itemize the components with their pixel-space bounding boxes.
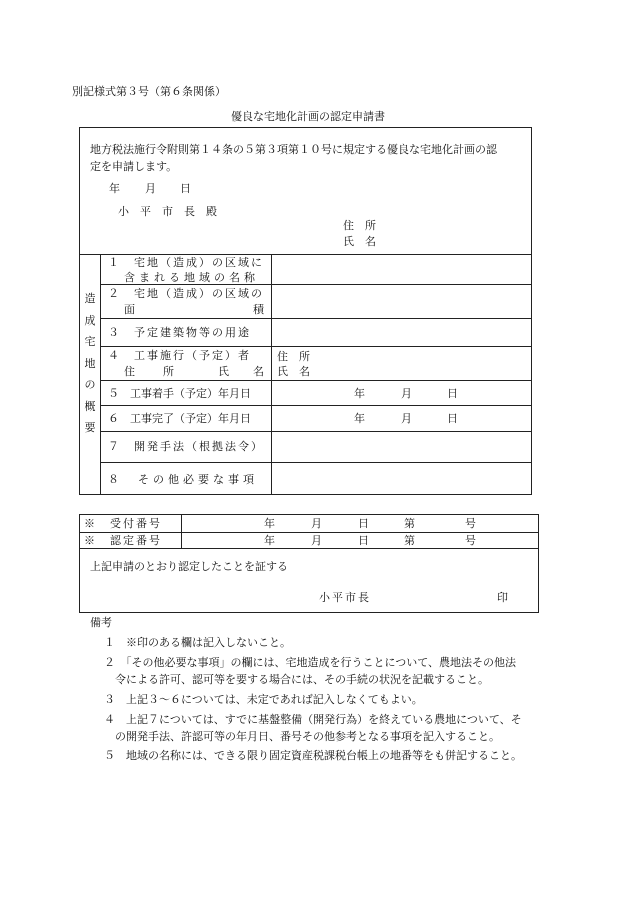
receipt-month: 月 xyxy=(311,517,322,530)
approval-number-prefix: 第 xyxy=(404,534,415,547)
receipt-number-prefix: 第 xyxy=(404,517,415,530)
certification-text: 上記申請のとおり認定したことを証する xyxy=(90,560,288,573)
item-8-label: ８ その他必要な事項 xyxy=(108,473,258,486)
item-4-label-address-a: 住 xyxy=(124,365,135,378)
receipt-number-label: ※ 受付番号 xyxy=(84,517,162,530)
form-title: 優良な宅地化計画の認定申請書 xyxy=(231,110,385,123)
application-text-line2: 定を申請します。 xyxy=(90,160,178,173)
item-1-label-line2: 含まれる地域の名称 xyxy=(124,271,259,284)
seal-mark: 印 xyxy=(497,591,508,604)
note-4-line2: の開発手法、許認可等の年月日、番号その他参考となる事項を記入すること。 xyxy=(115,730,500,743)
item-6-day: 日 xyxy=(447,412,458,425)
item-4-value-name-label: 氏 名 xyxy=(277,365,310,378)
application-text-line1: 地方税法施行令附則第１４条の５第３項第１０号に規定する優良な宅地化計画の認 xyxy=(90,143,497,156)
applicant-address-label: 住 所 xyxy=(343,219,376,232)
approval-month: 月 xyxy=(311,534,322,547)
note-4-line1: ４ 上記７については、すでに基盤整備（開発行為）を終えている農地について、そ xyxy=(104,713,522,726)
note-2-line2: 令による許可、認可等を要する場合には、その手続の状況を記載すること。 xyxy=(115,673,489,686)
item-5-month: 月 xyxy=(401,387,412,400)
item-5-label: ５ 工事着手（予定）年月日 xyxy=(108,387,251,400)
note-1: １ ※印のある欄は記入しないこと。 xyxy=(104,636,291,649)
item-6-month: 月 xyxy=(401,412,412,425)
item-2-label-line1: ２ 宅地（造成）の区域の xyxy=(108,287,264,300)
date-year-label: 年 xyxy=(109,182,120,195)
item-5-day: 日 xyxy=(447,387,458,400)
item-7-label: ７ 開発手法（根拠法令） xyxy=(108,440,264,453)
item-4-label-line1: ４ 工事施行（予定）者 xyxy=(108,349,251,362)
approval-number-label: ※ 認定番号 xyxy=(84,534,162,547)
approval-day: 日 xyxy=(358,534,369,547)
item-3-label: ３ 予定建築物等の用途 xyxy=(108,326,251,339)
note-2-line1: ２ 「その他必要な事項」の欄には、宅地造成を行うことについて、農地法その他法 xyxy=(104,656,517,669)
applicant-name-label: 氏 名 xyxy=(343,235,376,248)
item-4-label-address-b: 所 xyxy=(163,365,174,378)
receipt-day: 日 xyxy=(358,517,369,530)
item-5-year: 年 xyxy=(354,387,365,400)
approval-number-suffix: 号 xyxy=(465,534,476,547)
item-2-label-area-b: 積 xyxy=(253,303,264,316)
item-4-label-name-b: 名 xyxy=(253,365,264,378)
item-1-label-line1: １ 宅地（造成）の区域に xyxy=(108,256,264,269)
mayor-signature: 小平市長 xyxy=(319,591,371,604)
notes-heading: 備考 xyxy=(90,616,112,629)
receipt-number-suffix: 号 xyxy=(465,517,476,530)
note-3: ３ 上記３～６については、未定であれば記入しなくてもよい。 xyxy=(104,693,423,706)
note-5: ５ 地域の名称には、できる限り固定資産税課税台帳上の地番等をも併記すること。 xyxy=(104,749,522,762)
item-6-year: 年 xyxy=(354,412,365,425)
item-4-value-address-label: 住 所 xyxy=(277,350,310,363)
item-6-label: ６ 工事完了（予定）年月日 xyxy=(108,412,251,425)
date-day-label: 日 xyxy=(180,182,191,195)
date-month-label: 月 xyxy=(145,182,156,195)
approval-year: 年 xyxy=(264,534,275,547)
form-number: 別記様式第３号（第６条関係） xyxy=(72,85,226,98)
item-2-label-area-a: 面 xyxy=(124,303,135,316)
receipt-year: 年 xyxy=(264,517,275,530)
addressee: 小 平 市 長 殿 xyxy=(118,205,217,218)
item-4-label-name-a: 氏 xyxy=(218,365,229,378)
section-label: 造 成 宅 地 の 概 要 xyxy=(84,292,96,434)
